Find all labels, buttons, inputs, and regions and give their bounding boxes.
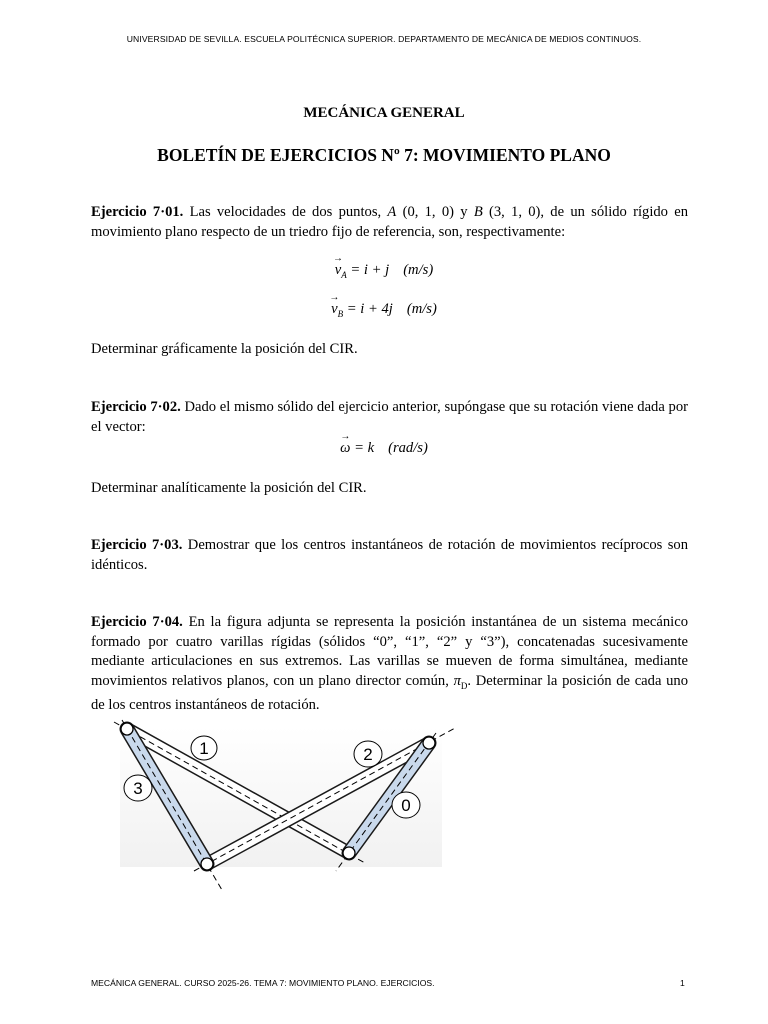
course-title: MECÁNICA GENERAL — [303, 105, 465, 121]
vector-omega: → ω — [340, 440, 350, 457]
equation-rhs: = k — [350, 440, 375, 456]
joint-3-1 — [121, 723, 133, 735]
exercise-text: Las velocidades de dos puntos, — [183, 204, 388, 220]
vector-v: → v — [335, 262, 341, 279]
pi-symbol: π — [453, 672, 461, 689]
exercise-text: Dado el mismo sólido del ejercicio anterior, supóngase que su rotación viene dada por el vector: — [91, 399, 688, 435]
joint-1-2 — [343, 847, 355, 859]
label-1 — [191, 736, 217, 760]
exercise-text: Demostrar que los centros instantáneos de rotación de movimientos recíprocos son idénticos. — [91, 537, 688, 573]
bulletin-title: BOLETÍN DE EJERCICIOS Nº 7: MOVIMIENTO PLANO — [157, 145, 611, 165]
exercise-7-01-question: Determinar gráficamente la posición del CIR. — [91, 341, 358, 357]
label-2 — [354, 741, 382, 767]
point-b: B — [473, 204, 483, 220]
equation-unit: (rad/s) — [388, 440, 428, 456]
exercise-7-02-question: Determinar analíticamente la posición del CIR. — [91, 480, 367, 496]
subscript: A — [341, 269, 347, 280]
coords-a: (0, 1, 0) y — [396, 204, 474, 220]
page-footer: MECÁNICA GENERAL. CURSO 2025-26. TEMA 7: MOVIMIENTO PLANO. EJERCICIOS. — [91, 978, 435, 988]
exercise-text: . Determinar la posición de cada uno de los centros instantáneos de rotación. — [91, 672, 689, 714]
exercise-7-01-statement — [91, 203, 688, 242]
equation-rhs: = i + j — [346, 262, 390, 278]
point-a: A — [387, 204, 397, 220]
pi-subscript: D — [460, 680, 468, 691]
svg-text:3: 3 — [133, 779, 143, 798]
exercise-label: Ejercicio 7·03. — [91, 537, 183, 553]
svg-text:0: 0 — [401, 796, 411, 815]
equation-vb — [0, 301, 768, 319]
svg-text:2: 2 — [363, 745, 373, 764]
page-number: 1 — [680, 978, 685, 988]
label-0 — [392, 792, 420, 818]
equation-unit: (m/s) — [406, 301, 437, 317]
vector-v: → v — [331, 301, 337, 318]
exercise-text: (3, 1, 0), de un sólido rígido en movimiento plano respecto de un triedro fijo de referencia, son, respectivamente: — [91, 204, 688, 240]
equation-rhs: = i + 4j — [343, 301, 393, 317]
label-3 — [124, 775, 152, 801]
equation-unit: (m/s) — [403, 262, 434, 278]
exercise-7-04-statement — [91, 613, 688, 716]
joint-0-3 — [201, 858, 213, 870]
linkage-figure — [110, 712, 460, 894]
exercise-7-03-statement — [91, 536, 688, 575]
equation-omega — [0, 440, 768, 457]
page-header: UNIVERSIDAD DE SEVILLA. ESCUELA POLITÉCNICA SUPERIOR. DEPARTAMENTO DE MECÁNICA DE MEDIOS CONTINUOS. — [126, 34, 642, 44]
subscript: B — [337, 308, 344, 319]
joint-2-0 — [423, 737, 435, 749]
svg-text:1: 1 — [199, 739, 209, 758]
equation-va — [0, 262, 768, 280]
exercise-label: Ejercicio 7·04. — [91, 614, 183, 630]
exercise-label: Ejercicio 7·01. — [91, 204, 184, 220]
exercise-7-02-statement — [91, 398, 688, 437]
exercise-label: Ejercicio 7·02. — [91, 399, 181, 415]
exercise-text: En la figura adjunta se representa la posición instantánea de un sistema mecánico formado por cuatro varillas rígidas (sólidos “0”, “1”, “2” y “3”), concatenadas sucesivamente mediante articulaciones en sus extremos. Las varillas se mueven de forma simultánea, mediante movimientos relativos planos, con un plano director común, — [91, 614, 688, 689]
